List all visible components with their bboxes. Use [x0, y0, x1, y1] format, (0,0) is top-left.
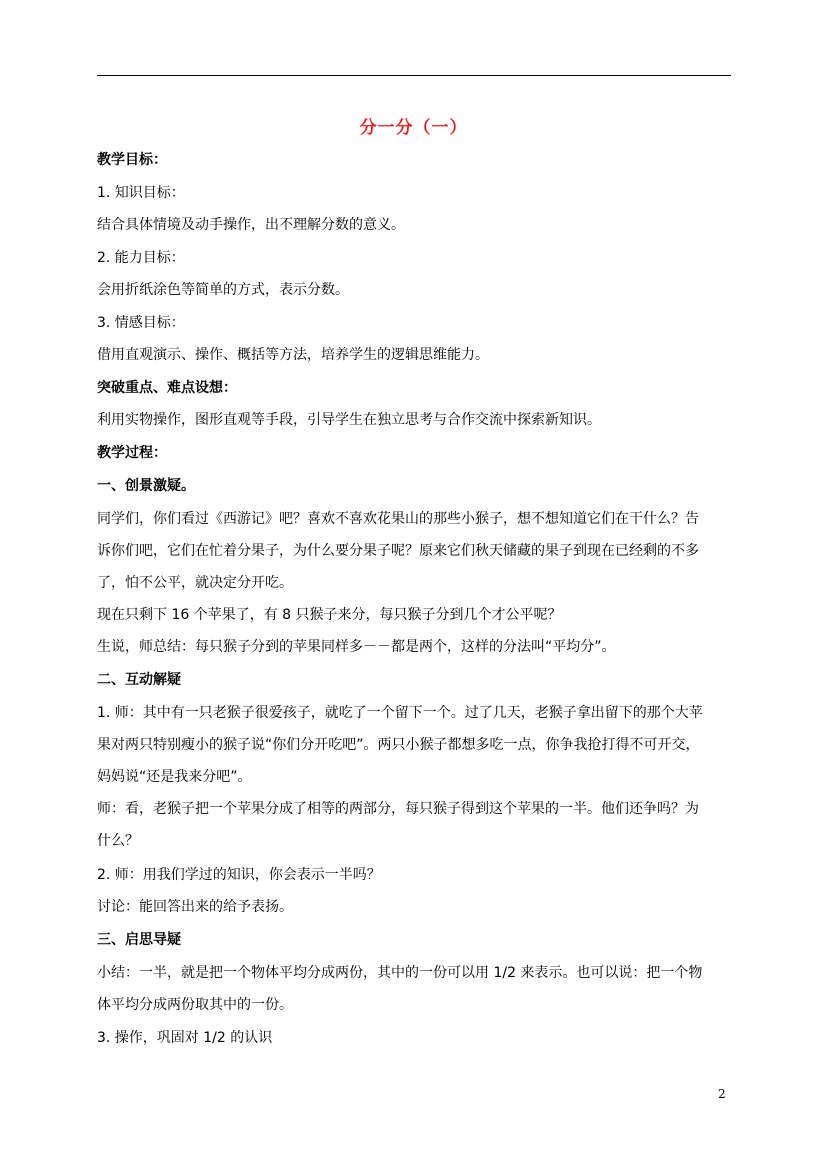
- paragraph-line: 2. 师：用我们学过的知识，你会表示一半吗？: [97, 867, 381, 883]
- paragraph-line: 借用直观演示、操作、概括等方法，培养学生的逻辑思维能力。: [97, 347, 489, 363]
- section-heading: 突破重点、难点设想：: [97, 380, 237, 396]
- paragraph-line: 1. 师：其中有一只老猴子很爱孩子，就吃了一个留下一个。过了几天，老猴子拿出留下的那个大苹: [97, 705, 703, 721]
- paragraph-line: 2. 能力目标：: [97, 250, 185, 266]
- section-heading: 三、启思导疑: [97, 932, 181, 948]
- paragraph-line: 什么？: [97, 833, 139, 849]
- paragraph-line: 讨论：能回答出来的给予表扬。: [97, 899, 293, 915]
- paragraph-line: 小结：一半，就是把一个物体平均分成两份，其中的一份可以用 1/2 来表示。也可以说：把一个物: [97, 965, 703, 981]
- paragraph-line: 3. 情感目标：: [97, 315, 185, 331]
- paragraph-line: 同学们，你们看过《西游记》吧？喜欢不喜欢花果山的那些小猴子，想不想知道它们在干什么？告: [97, 511, 699, 527]
- paragraph-line: 体平均分成两份取其中的一份。: [97, 997, 293, 1013]
- paragraph-line: 利用实物操作，图形直观等手段，引导学生在独立思考与合作交流中探索新知识。: [97, 412, 601, 428]
- paragraph-line: 生说，师总结：每只猴子分到的苹果同样多－－都是两个，这样的分法叫“平均分”。: [97, 639, 616, 655]
- paragraph-line: 师：看，老猴子把一个苹果分成了相等的两部分，每只猴子得到这个苹果的一半。他们还争吗？为: [97, 801, 699, 817]
- paragraph-line: 3. 操作，巩固对 1/2 的认识: [97, 1030, 273, 1046]
- paragraph-line: 结合具体情境及动手操作，出不理解分数的意义。: [97, 217, 405, 233]
- paragraph-line: 了，怕不公平，就决定分开吃。: [97, 575, 293, 591]
- section-heading: 一、创景激疑。: [97, 478, 195, 494]
- page-title: 分一分（一）: [359, 118, 468, 138]
- paragraph-line: 会用折纸涂色等简单的方式，表示分数。: [97, 282, 349, 298]
- paragraph-line: 果对两只特别瘦小的猴子说“你们分开吃吧”。两只小猴子都想多吃一点，你争我抢打得不可开交，: [97, 737, 700, 753]
- section-heading: 教学过程：: [97, 445, 167, 461]
- header-rule: [97, 75, 731, 76]
- paragraph-line: 妈妈说“还是我来分吧”。: [97, 769, 252, 785]
- paragraph-line: 1. 知识目标：: [97, 185, 185, 201]
- paragraph-line: 诉你们吧，它们在忙着分果子，为什么要分果子呢？原来它们秋天储藏的果子到现在已经剩的不多: [97, 543, 699, 559]
- section-heading: 二、互动解疑: [97, 672, 181, 688]
- section-heading: 教学目标：: [97, 152, 167, 168]
- paragraph-line: 现在只剩下 16 个苹果了，有 8 只猴子来分，每只猴子分到几个才公平呢？: [97, 607, 562, 623]
- page-number: 2: [718, 1087, 726, 1101]
